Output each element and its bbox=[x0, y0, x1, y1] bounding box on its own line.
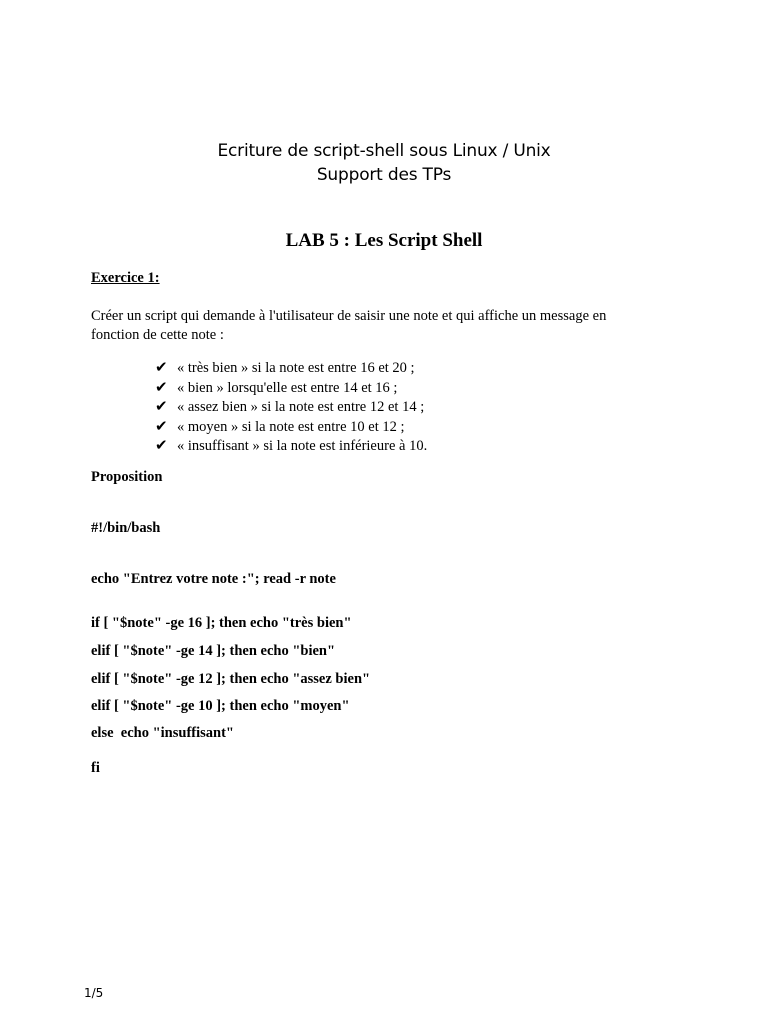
check-icon: ✔ bbox=[155, 358, 168, 376]
list-item-text: « moyen » si la note est entre 10 et 12 ; bbox=[177, 418, 405, 435]
document-subtitle: Support des TPs bbox=[316, 165, 452, 185]
document-title: Ecriture de script-shell sous Linux / Unix bbox=[217, 141, 551, 161]
check-icon: ✔ bbox=[155, 416, 168, 435]
exercise-title: Exercice 1: bbox=[91, 270, 160, 286]
check-icon: ✔ bbox=[155, 397, 168, 415]
proposition-heading: Proposition bbox=[91, 469, 163, 485]
code-line-elif-12: elif [ "$note" -ge 12 ]; then echo "assez bien" bbox=[91, 671, 371, 687]
code-line-read: echo "Entrez votre note :"; read -r note bbox=[91, 571, 336, 587]
instructions-line-2: fonction de cette note : bbox=[91, 327, 224, 343]
exercise-instructions bbox=[91, 307, 651, 345]
list-item bbox=[155, 436, 427, 456]
lab-title: LAB 5 : Les Script Shell bbox=[285, 230, 483, 251]
list-item-text: « insuffisant » si la note est inférieure à 10. bbox=[177, 438, 428, 454]
page-number: 1/5 bbox=[84, 986, 104, 1000]
instructions-line-1: Créer un script qui demande à l'utilisateur de saisir une note et qui affiche un message en bbox=[91, 308, 607, 324]
list-item bbox=[155, 358, 427, 378]
code-line-shebang: #!/bin/bash bbox=[91, 520, 161, 536]
list-item-text: « assez bien » si la note est entre 12 et 14 ; bbox=[177, 399, 425, 415]
check-icon: ✔ bbox=[155, 377, 168, 396]
list-item bbox=[155, 417, 427, 437]
list-item-text: « très bien » si la note est entre 16 et 20 ; bbox=[177, 360, 415, 376]
list-item bbox=[155, 378, 427, 398]
list-item-text: « bien » lorsqu'elle est entre 14 et 16 ; bbox=[177, 379, 398, 396]
code-line-elif-14: elif [ "$note" -ge 14 ]; then echo "bien" bbox=[91, 643, 336, 659]
check-icon: ✔ bbox=[155, 436, 168, 454]
code-line-else: else echo "insuffisant" bbox=[91, 725, 234, 741]
grade-criteria-list bbox=[155, 358, 427, 456]
list-item bbox=[155, 397, 427, 417]
code-line-if: if [ "$note" -ge 16 ]; then echo "très bien" bbox=[91, 615, 352, 631]
code-line-elif-10: elif [ "$note" -ge 10 ]; then echo "moyen" bbox=[91, 698, 350, 714]
code-line-fi: fi bbox=[91, 760, 100, 776]
